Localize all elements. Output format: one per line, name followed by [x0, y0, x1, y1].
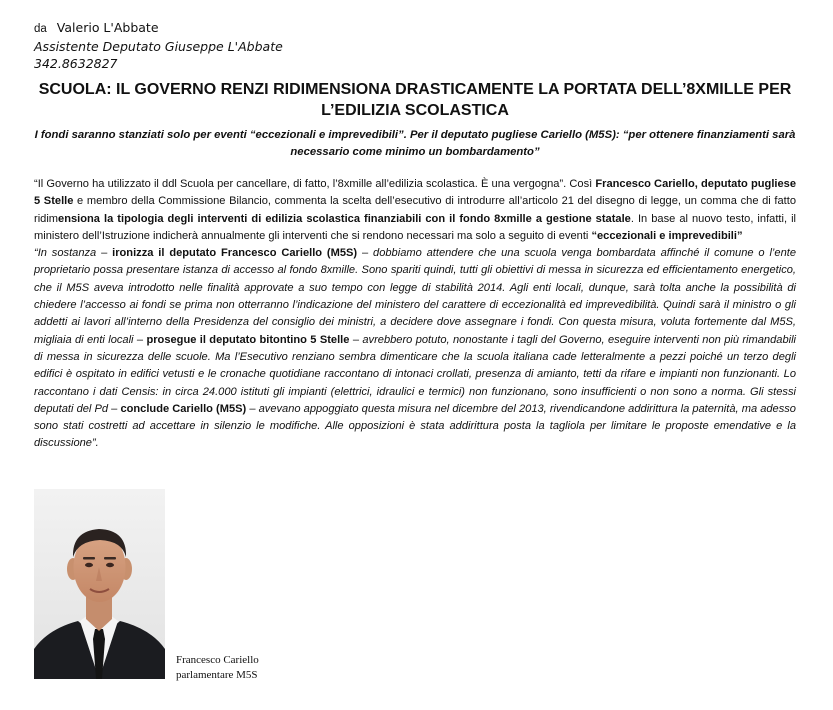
subheadline: I fondi saranno stanziati solo per eventi “eccezionali e imprevedibili”. Per il deputato pugliese Cariello (M5S): “per ottenere finanziamenti sarà necessario come minimo un bombardamento”: [34, 129, 796, 158]
sender-block: [34, 19, 283, 72]
text-run: –: [133, 333, 147, 346]
text-run: . In base al nuovo testo, infatti, il ministero dell’Istruzione indicherà annualmente gli interventi che si rendono necessari ma solo a seguito di eventi: [34, 212, 796, 242]
text-run: ”.: [91, 437, 99, 450]
portrait-illustration: [34, 489, 165, 679]
text-run: –: [96, 247, 113, 260]
quote-run: “In sostanza: [34, 247, 97, 260]
sender-phone: 342.8632827: [34, 56, 118, 71]
sender-role: Assistente Deputato Giuseppe L'Abbate: [34, 39, 283, 54]
article-body: [34, 176, 796, 453]
sender-name: Valerio L'Abbate: [56, 20, 159, 35]
photo-caption: [176, 653, 259, 683]
text-run: –: [108, 402, 121, 415]
headline: SCUOLA: IL GOVERNO RENZI RIDIMENSIONA DRASTICAMENTE LA PORTATA DELL’8XMILLE PER L’EDILIZIA SCOLASTICA: [38, 81, 792, 119]
bold-run: prosegue il deputato bitontino 5 Stelle: [146, 333, 350, 346]
paragraph-1: [34, 176, 796, 245]
quote-run: avevano appoggiato questa misura nel dicembre del 2013, rivendicandone addirittura la paternità, ma adesso sono stati costretti ad accettare in silenzio le modifiche. Alle opposizioni è stata addirittura posta la tagliola per limitare le proposte emendative e la discussione: [34, 402, 796, 450]
text-run: –: [246, 402, 259, 415]
text-run: e membro della Commissione Bilancio, commenta la scelta dell’esecutivo di introdurre all’articolo 21 del disegno di legge, un comma che di fatto ridim: [34, 195, 796, 225]
quote-run: dobbiamo attendere che una scuola venga bombardata affinché il comune o l’ente proprietario possa presentare istanza di accesso al fondo 8xmille. Sono spariti quindi, tutti gli obiettivi di messa in sicurezza ed efficientamento energetico, che il M5S aveva introdotto nelle finalità approvate a suo tempo con legge di stabilità 2014. Agli enti locali, dunque, sarà tolta anche la possibilità di chiedere l’accesso ai fondi se prima non otterranno l’indicazione del ministero del carattere di eccezionalità ed imprevedibilità. Quindi sarà il ministro o gli addetti ai lavori all’interno della Presidenza del consiglio dei ministri, a decidere dove assegnare i fondi. Con questa misura, voluta fortemente dal M5S, migliaia di enti locali: [34, 247, 796, 346]
paragraph-2: [34, 245, 796, 453]
from-label: da: [34, 23, 47, 35]
caption-role: parlamentare M5S: [176, 669, 258, 681]
text-run: –: [349, 333, 363, 346]
bold-run: “eccezionali e imprevedibili”: [591, 229, 743, 242]
bold-run: ironizza il deputato Francesco Cariello (M5S): [112, 247, 358, 260]
bold-run: ensiona la tipologia degli interventi di edilizia scolastica finanziabili con il fondo 8xmille a gestione statale: [58, 212, 631, 225]
quote-run: avrebbero potuto, nonostante i tagli del Governo, eseguire interventi non più rimandabili di messa in sicurezza delle scuole. Ma l’Esecutivo renziano sembra dimenticare che la scuola italiana cade letteralmente a pezzi poiché un terzo degli edifici è ospitato in edifici vetusti e le cronache quotidiane raccontano di intonaci crollati, presenza di amianto, tetti da rifare e impianti non funzionanti. Lo raccontano i dati Censis: in circa 24.000 istituti gli impianti (elettrici, idraulici e termici) non funzionano, sono insufficienti o non sono a norma. Gli stessi deputati del Pd: [34, 333, 797, 415]
bold-run: conclude Cariello (M5S): [120, 402, 247, 415]
bold-run: Francesco Cariello, deputato pugliese 5 Stelle: [34, 178, 796, 208]
portrait-photo: [34, 489, 165, 679]
caption-name: Francesco Cariello: [176, 654, 259, 666]
text-run: –: [357, 247, 374, 260]
text-run: “Il Governo ha utilizzato il ddl Scuola per cancellare, di fatto, l’8xmille all’edilizia scolastica. È una vergogna”. Così: [34, 178, 596, 190]
